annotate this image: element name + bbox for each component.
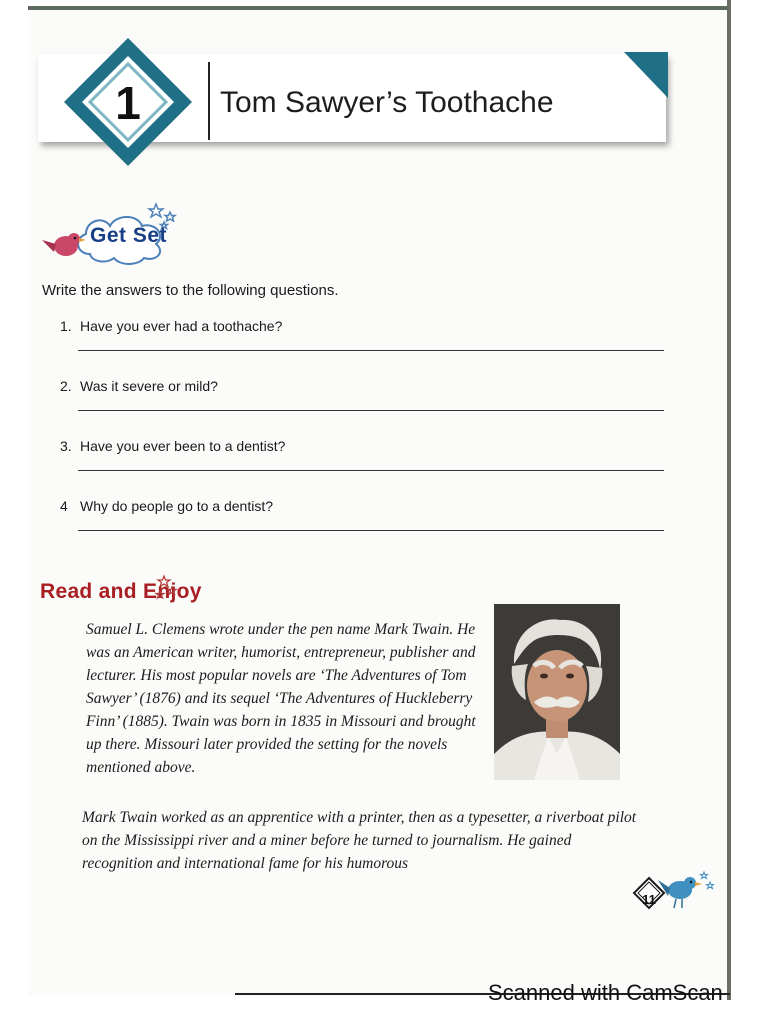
instructions: Write the answers to the following questions.	[42, 282, 339, 299]
answer-line-1[interactable]	[78, 350, 664, 351]
question-3: 3. Have you ever been to a dentist?	[60, 438, 286, 454]
mark-twain-portrait	[494, 604, 620, 780]
question-1: 1. Have you ever had a toothache?	[60, 318, 283, 334]
biography-paragraph-1: Samuel L. Clemens wrote under the pen name Mark Twain. He was an American writer, humorist, entrepreneur, publisher and lecturer. His most popular novels are ‘The Adventures of Tom Sawyer’ (1876) and its sequel ‘The Adventures of Huckleberry Finn’ (1885). Twain was born in 1835 in Missouri and brought up there. Missouri later provided the setting for the novels mentioned above.	[86, 621, 476, 776]
worksheet-page	[28, 6, 728, 996]
page-number: 11	[642, 892, 656, 907]
biography-paragraph-2: Mark Twain worked as an apprentice with a printer, then as a typesetter, a riverboat pilot on the Mississippi river and a miner before he turned to journalism. He gained recognition and international fame for his humorous	[82, 809, 637, 872]
answer-line-4[interactable]	[78, 530, 664, 531]
stars-icon	[150, 574, 180, 604]
question-2: 2. Was it severe or mild?	[60, 378, 218, 394]
scanner-watermark: Scanned with CamScan	[488, 980, 723, 1005]
page-right-edge	[727, 0, 731, 1000]
chapter-title: Tom Sawyer’s Toothache	[220, 86, 554, 119]
chapter-number: 1	[115, 77, 141, 129]
top-edge-strip	[28, 6, 728, 10]
question-4: 4 Why do people go to a dentist?	[60, 498, 274, 514]
answer-line-2[interactable]	[78, 410, 664, 411]
stars-icon	[701, 872, 714, 889]
title-divider	[208, 62, 210, 140]
get-set-heading: Get Set	[90, 224, 168, 247]
banner-corner-triangle-icon	[624, 52, 668, 98]
read-and-enjoy-heading: Read and Enjoy	[40, 580, 202, 603]
answer-line-3[interactable]	[78, 470, 664, 471]
